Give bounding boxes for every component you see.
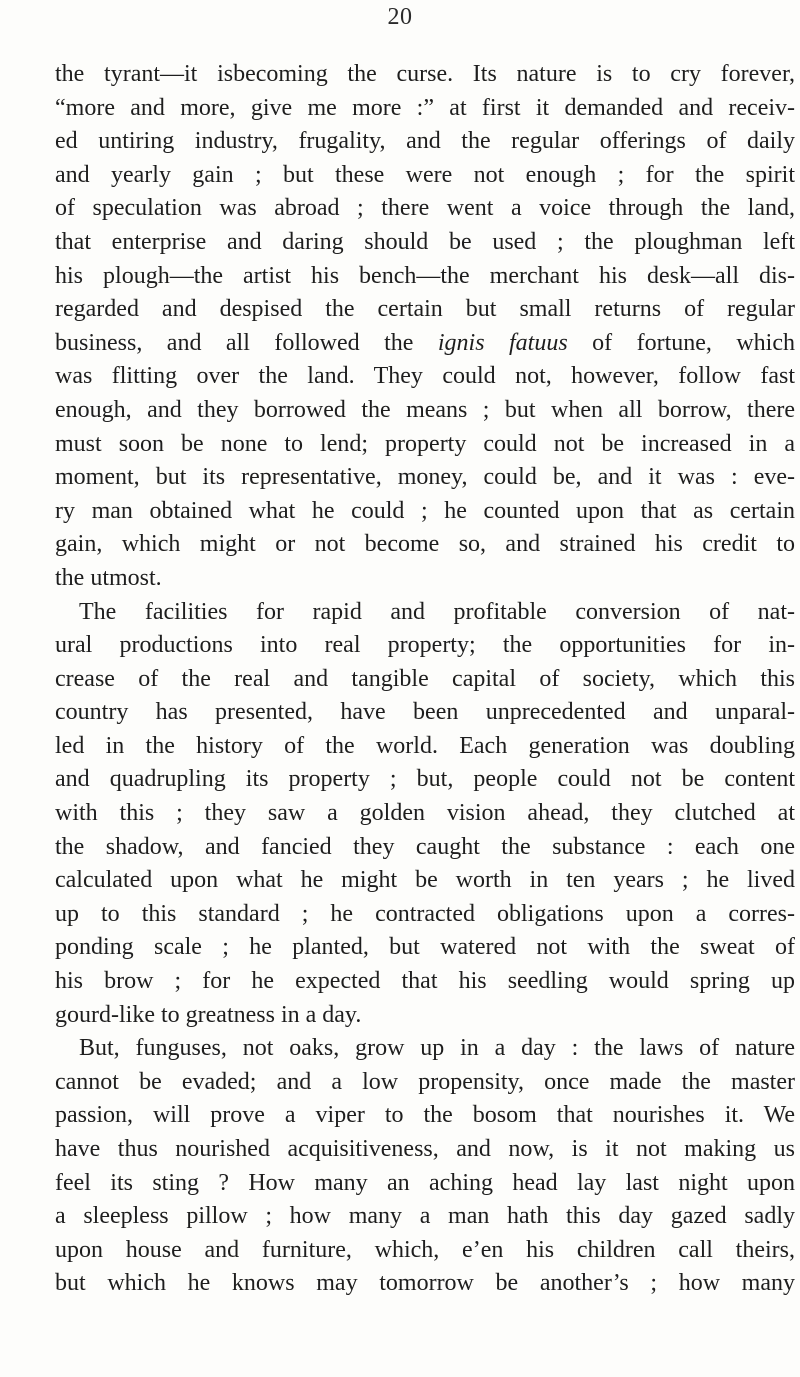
text-line-with-italic [55,327,795,361]
text-line: upon house and furniture, which, e’en his children call theirs, [55,1236,795,1263]
text-line: the utmost. [55,564,162,591]
text-line: ural productions into real property; the opportunities for in- [55,632,795,659]
text-line: must soon be none to lend; property could not be increased in a [55,430,795,457]
text-line: country has presented, have been unprecedented and unparal- [55,699,795,726]
text-line: But, funguses, not oaks, grow up in a day : the laws of nature [79,1035,795,1062]
text-line: gourd-like to greatness in a day. [55,1001,362,1028]
text-line: was flitting over the land. They could not, however, follow fast [55,363,795,390]
text-line: ed untiring industry, frugality, and the regular offerings of daily [55,128,795,155]
text-line: gain, which might or not become so, and strained his credit to [55,531,795,558]
text-line: The facilities for rapid and profitable conversion of nat- [79,598,795,625]
page-number: 20 [387,4,413,30]
text-line: up to this standard ; he contracted obligations upon a corres- [55,900,795,927]
text-line: that enterprise and daring should be used ; the ploughman left [55,228,795,255]
text-line: calculated upon what he might be worth in ten years ; he lived [55,867,795,894]
text-line: cannot be evaded; and a low propensity, once made the master [55,1068,795,1095]
text-line: feel its sting ? How many an aching head lay last night upon [55,1169,795,1196]
text-line: enough, and they borrowed the means ; but when all borrow, there [55,396,795,423]
text-run: of fortune, which [567,329,795,356]
text-line: ponding scale ; he planted, but watered not with the sweat of [55,934,795,961]
text-line: his brow ; for he expected that his seedling would spring up [55,968,795,995]
text-line: regarded and despised the certain but small returns of regular [55,296,795,323]
text-line: “more and more, give me more :” at first it demanded and receiv- [55,94,795,121]
text-line: have thus nourished acquisitiveness, and now, is it not making us [55,1136,795,1162]
text-line: with this ; they saw a golden vision ahead, they clutched at [55,800,795,827]
text-line: but which he knows may tomorrow be another’s ; how many [55,1270,795,1297]
body-text [55,58,795,1301]
text-line: and yearly gain ; but these were not enough ; for the spirit [55,161,795,188]
text-line: the tyrant—it isbecoming the curse. Its nature is to cry forever, [55,61,795,87]
text-line: and quadrupling its property ; but, people could not be content [55,766,795,793]
text-line: the shadow, and fancied they caught the substance : each one [55,833,795,860]
text-line: ry man obtained what he could ; he counted upon that as certain [55,497,795,524]
text-line: crease of the real and tangible capital of society, which this [55,665,795,692]
text-line: led in the history of the world. Each generation was doubling [55,732,795,759]
italic-phrase: ignis fatuus [437,329,568,356]
text-line: a sleepless pillow ; how many a man hath this day gazed sadly [55,1203,795,1230]
text-line: of speculation was abroad ; there went a voice through the land, [55,195,795,222]
text-line: passion, will prove a viper to the bosom that nourishes it. We [55,1102,795,1129]
text-line: moment, but its representative, money, could be, and it was : eve- [55,464,795,491]
text-run: business, and all followed the [55,329,438,356]
text-line: his plough—the artist his bench—the merchant his desk—all dis- [55,262,795,289]
